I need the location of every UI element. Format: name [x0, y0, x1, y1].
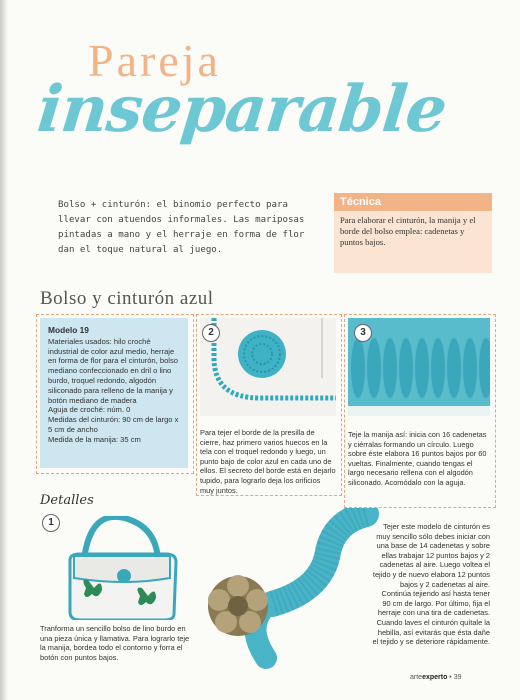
title-line-2: inseparable: [34, 72, 450, 147]
footer-brand-prefix: arte: [410, 674, 423, 681]
tecnica-heading: Técnica: [334, 193, 492, 211]
detalles-label: Detalles: [40, 493, 94, 508]
footer-brand: experto: [422, 674, 448, 681]
belt-text: Tejer este modelo de cinturón es muy sencillo sólo debes iniciar con una base de 14 cadenetas y sobre ellas trabajar 12 puntos bajos y 2 cadenetas al aire. Luego voltea el tejido y de nuevo elabora 12 puntos bajos y 2 cadenetas al aire. Continúa tejiendo así hasta tener 90 cm de largo. Por último, fija el herraje con una tira de cadenetas. Cuando laves el cinturón quítale la hebilla, así evitarás que ésta dañe el tejido y se deteriore rápidamente.: [372, 522, 490, 647]
step3-number: 3: [354, 324, 372, 342]
materials-handle-size: Medida de la manija: 35 cm: [48, 434, 141, 444]
title-line-1: Pareja: [88, 35, 221, 86]
belt-photo: [196, 508, 386, 678]
step2-caption: Para tejer el borde de la presilla de cierre, haz primero varios huecos en la tela con el troquel redondo y luego, un punto bajo de color azul en cada uno de ellos. El secreto del borde está en dejarlo tupido, para lograrlo deja los orificios muy juntos.: [200, 428, 336, 495]
step1-bag-photo: [40, 516, 196, 620]
step3-caption: Teje la manija así: inicia con 16 cadenetas y ciérralas formando un círculo. Luego sobre éste elabora 16 puntos bajos por 60 vueltas. Finalmente, cuando tengas el largo necesario rellena con el algodón siliconado. Acomódalo con la aguja.: [348, 430, 487, 487]
tecnica-text: Para elaborar el cinturón, la manija y el borde del bolso emplea: cadenetas y puntos bajos.: [340, 215, 476, 247]
page-spine-shadow: [0, 0, 8, 700]
step1-number: 1: [42, 514, 60, 532]
page-footer: arteexperto • 39: [410, 674, 462, 681]
materials-heading: Modelo 19: [48, 325, 89, 335]
materials-belt-size: Medidas del cinturón: 90 cm de largo x 5 cm de ancho: [48, 415, 179, 434]
materials-panel: [40, 318, 188, 468]
bag-illustration: [40, 516, 196, 620]
step2-photo: [200, 318, 336, 416]
step1-caption: Tranforma un sencillo bolso de lino burdo en una pieza única y llamativa. Para lograrlo teje la manija, bordea todo el contorno y forra el botón con puntos bajos.: [40, 624, 190, 662]
belt-illustration: [196, 508, 386, 678]
bag-flap-illustration: [200, 318, 336, 416]
tecnica-box: [334, 193, 492, 273]
section-title: Bolso y cinturón azul: [40, 288, 214, 309]
materials-text: Materiales usados: hilo croché industrial de color azul medio, herraje en forma de flor para el cinturón, bolso mediano confeccionado en dril o lino burdo, troquel redondo, algodón siliconado para relleno de la manija y botón mediano de madera: [48, 336, 179, 405]
materials-hook: Aguja de croché: núm. 0: [48, 405, 131, 415]
footer-page-number: 39: [453, 674, 462, 681]
step2-number: 2: [202, 324, 220, 342]
intro-paragraph: Bolso + cinturón: el binomio perfecto para llevar con atuendos informales. Las mariposas pintadas a mano y el herraje en forma de flor dan el toque natural al juego.: [58, 200, 305, 255]
